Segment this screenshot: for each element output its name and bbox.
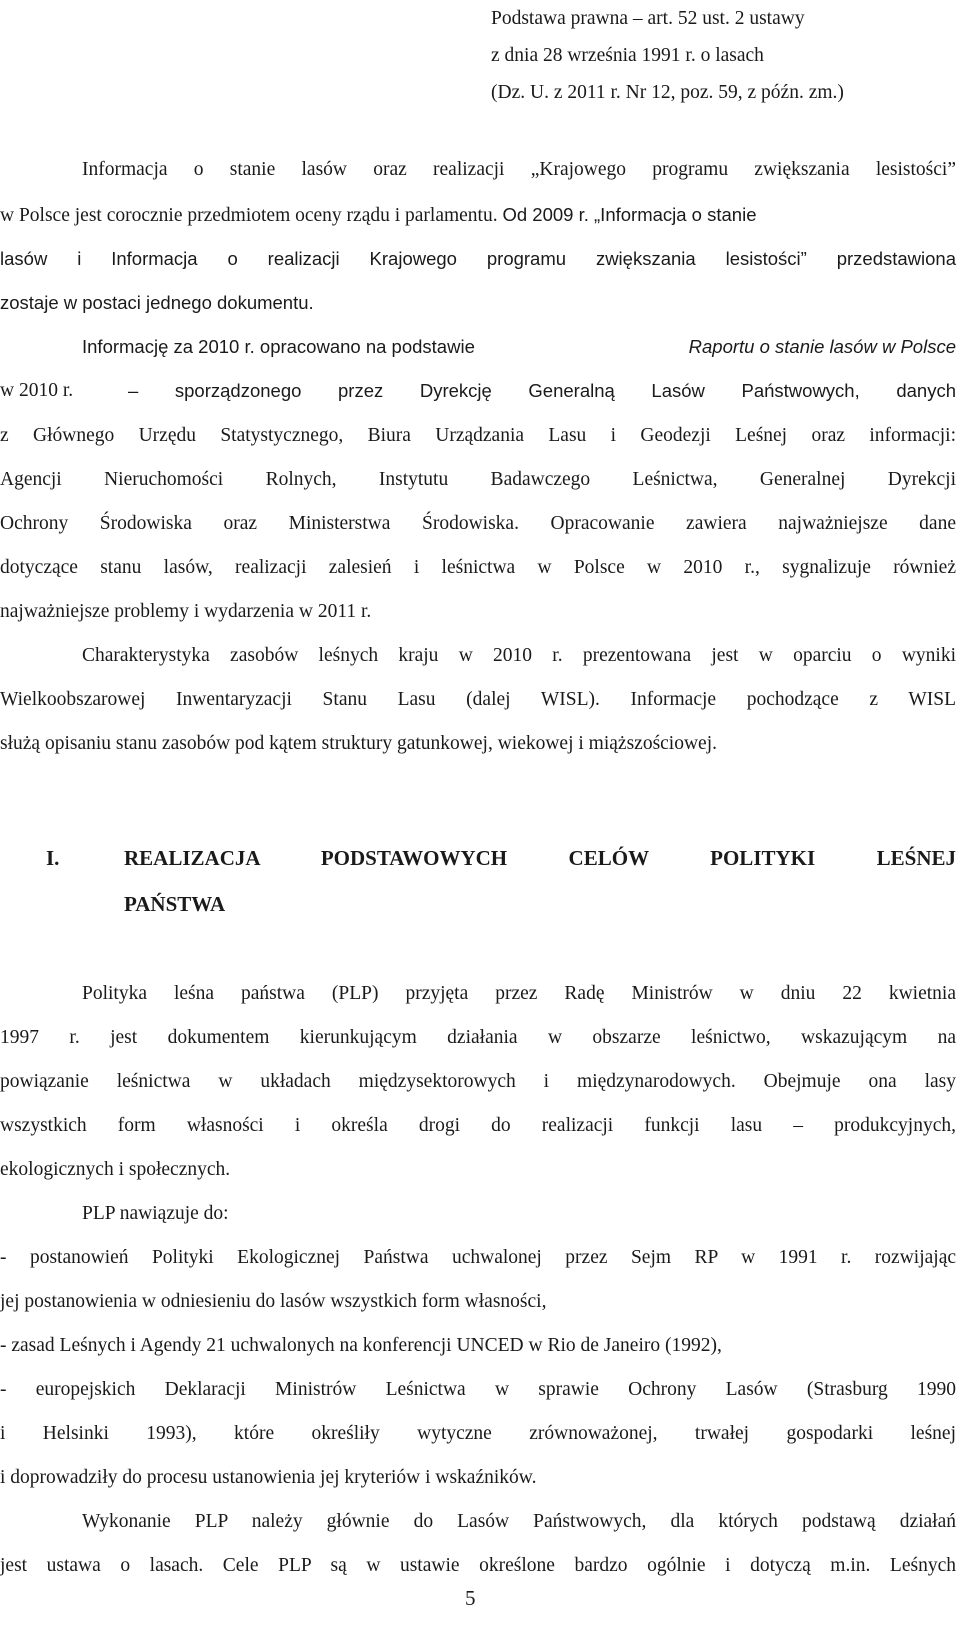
- body-line: Polityka leśna państwa (PLP) przyjęta przez Radę Ministrów w dniu 22 kwietnia: [82, 983, 956, 1004]
- intro-text: w Polsce jest corocznie przedmiotem oceny rządu i parlamentu.: [0, 205, 498, 226]
- intro-line: zostaje w postaci jednego dokumentu.: [0, 292, 314, 313]
- legal-basis-line: z dnia 28 września 1991 r. o lasach: [491, 45, 764, 66]
- intro-text: Od 2009 r. „Informacja o stanie: [502, 204, 757, 225]
- body-line: 1997 r. jest dokumentem kierunkującym działania w obszarze leśnictwo, wskazującym na: [0, 1027, 956, 1048]
- intro-line: z Głównego Urzędu Statystycznego, Biura Urządzania Lasu i Geodezji Leśnej oraz informacji:: [0, 425, 956, 446]
- intro-text: – sporządzonego przez Dyrekcję Generalną Lasów Państwowych, danych: [128, 380, 956, 401]
- body-line: PLP nawiązuje do:: [82, 1203, 229, 1224]
- intro-line: dotyczące stanu lasów, realizacji zalesień i leśnictwa w Polsce w 2010 r., sygnalizuje również: [0, 557, 956, 578]
- intro-line: Wielkoobszarowej Inwentaryzacji Stanu Lasu (dalej WISL). Informacje pochodzące z WISL: [0, 689, 956, 710]
- intro-line: [0, 203, 956, 228]
- section-number: I.: [46, 846, 60, 870]
- section-title: REALIZACJA PODSTAWOWYCH CELÓW POLITYKI LEŚNEJ: [124, 846, 956, 870]
- intro-line: [82, 335, 956, 359]
- intro-line: Charakterystyka zasobów leśnych kraju w 2010 r. prezentowana jest w oparciu o wyniki: [82, 645, 956, 666]
- legal-basis-note: [491, 0, 951, 111]
- list-item: - zasad Leśnych i Agendy 21 uchwalonych na konferencji UNCED w Rio de Janeiro (1992),: [0, 1335, 722, 1356]
- body-line: jest ustawa o lasach. Cele PLP są w ustawie określone bardzo ogólnie i dotyczą m.in. Leśnych: [0, 1555, 956, 1576]
- list-item: i Helsinki 1993), które określiły wytyczne zrównoważonej, trwałej gospodarki leśnej: [0, 1423, 956, 1444]
- list-item: i doprowadziły do procesu ustanowienia jej kryteriów i wskaźników.: [0, 1467, 537, 1488]
- intro-text: w 2010 r.: [0, 380, 74, 401]
- section-title: PAŃSTWA: [124, 892, 226, 916]
- intro-line: lasów i Informacja o realizacji Krajowego programu zwiększania lesistości” przedstawiona: [0, 248, 956, 269]
- intro-line: Ochrony Środowiska oraz Ministerstwa Środowiska. Opracowanie zawiera najważniejsze dane: [0, 513, 956, 534]
- page-number: 5: [465, 1586, 476, 1610]
- intro-line: [0, 379, 956, 403]
- body-line: Wykonanie PLP należy głównie do Lasów Państwowych, dla których podstawą działań: [82, 1511, 956, 1532]
- body-line: ekologicznych i społecznych.: [0, 1159, 231, 1180]
- intro-line: Agencji Nieruchomości Rolnych, Instytutu Badawczego Leśnictwa, Generalnej Dyrekcji: [0, 469, 956, 490]
- body-line: wszystkich form własności i określa drogi do realizacji funkcji lasu – produkcyjnych,: [0, 1115, 956, 1136]
- legal-basis-line: Podstawa prawna – art. 52 ust. 2 ustawy: [491, 8, 805, 29]
- list-item: - postanowień Polityki Ekologicznej Państwa uchwalonej przez Sejm RP w 1991 r. rozwijając: [0, 1247, 956, 1268]
- intro-line: najważniejsze problemy i wydarzenia w 2011 r.: [0, 601, 372, 622]
- intro-line: służą opisaniu stanu zasobów pod kątem struktury gatunkowej, wiekowej i miąższościowej.: [0, 733, 718, 754]
- list-item: - europejskich Deklaracji Ministrów Leśnictwa w sprawie Ochrony Lasów (Strasburg 1990: [0, 1379, 956, 1400]
- body-line: powiązanie leśnictwa w układach międzysektorowych i międzynarodowych. Obejmuje ona lasy: [0, 1071, 956, 1092]
- list-item: jej postanowienia w odniesieniu do lasów wszystkich form własności,: [0, 1291, 547, 1312]
- intro-text: Informację za 2010 r. opracowano na podstawie: [82, 336, 475, 357]
- legal-basis-line: (Dz. U. z 2011 r. Nr 12, poz. 59, z późn. zm.): [491, 82, 844, 103]
- report-title: Raportu o stanie lasów w Polsce: [688, 336, 956, 357]
- intro-line: Informacja o stanie lasów oraz realizacji „Krajowego programu zwiększania lesistości”: [82, 159, 956, 180]
